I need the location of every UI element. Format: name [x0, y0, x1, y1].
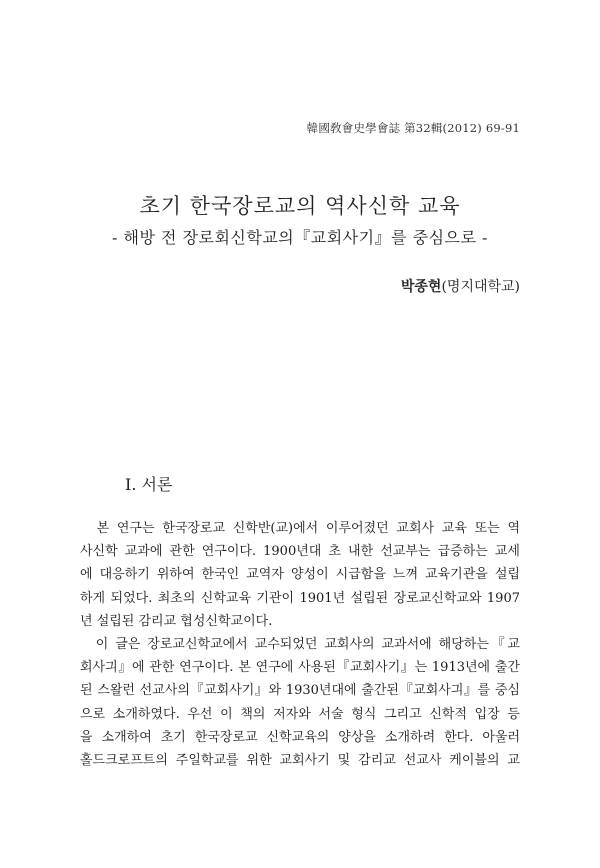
article-subtitle: - 해방 전 장로회신학교의『교회사기』를 중심으로 - [112, 228, 488, 247]
body-line: 하게 되었다. 최초의 신학교육 기관이 1901년 설립된 장로교신학교와 1907 [80, 590, 520, 606]
body-line: 이 글은 장로교신학교에서 교수되었던 교회사의 교과서에 해당하는『교 [80, 636, 520, 652]
body-line: 에 대응하기 위하여 한국인 교역자 양성이 시급함을 느껴 교육기관을 설립 [80, 567, 520, 583]
article-title: 초기 한국장로교의 역사신학 교육 [139, 194, 461, 218]
body-line: 본 연구는 한국장로교 신학반(교)에서 이루어졌던 교회사 교육 또는 역 [80, 521, 520, 536]
section-heading: Ⅰ. 서론 [125, 475, 173, 494]
body-line: 사신학 교과에 관한 연구이다. 1900년대 초 내한 선교부는 급증하는 교세 [80, 544, 520, 560]
body-line: 을 소개하여 초기 한국장로교 신학교육의 양상을 소개하려 한다. 아울러 [80, 729, 520, 745]
author-affiliation: (명지대학교) [441, 279, 520, 295]
running-head: 韓國敎會史學會誌 第32輯(2012) 69-91 [306, 121, 520, 135]
author-line [401, 276, 520, 296]
body-line: 년 설립된 감리교 협성신학교이다. [80, 613, 273, 629]
body-line: 홀드크로프트의 주일학교를 위한 교회사기 및 감리교 선교사 케이블의 교 [80, 752, 520, 768]
author-name: 박종현 [400, 279, 442, 295]
body-text [80, 517, 520, 772]
body-line: 된 스왈런 선교사의『교회사기』와 1930년대에 출간된『교회사긔』를 중심 [80, 683, 520, 699]
body-line: 회사긔』에 관한 연구이다. 본 연구에 사용된『교회사기』는 1913년에 출간 [80, 660, 520, 676]
body-line: 으로 소개하였다. 우선 이 책의 저자와 서술 형식 그리고 신학적 입장 등 [80, 706, 520, 722]
